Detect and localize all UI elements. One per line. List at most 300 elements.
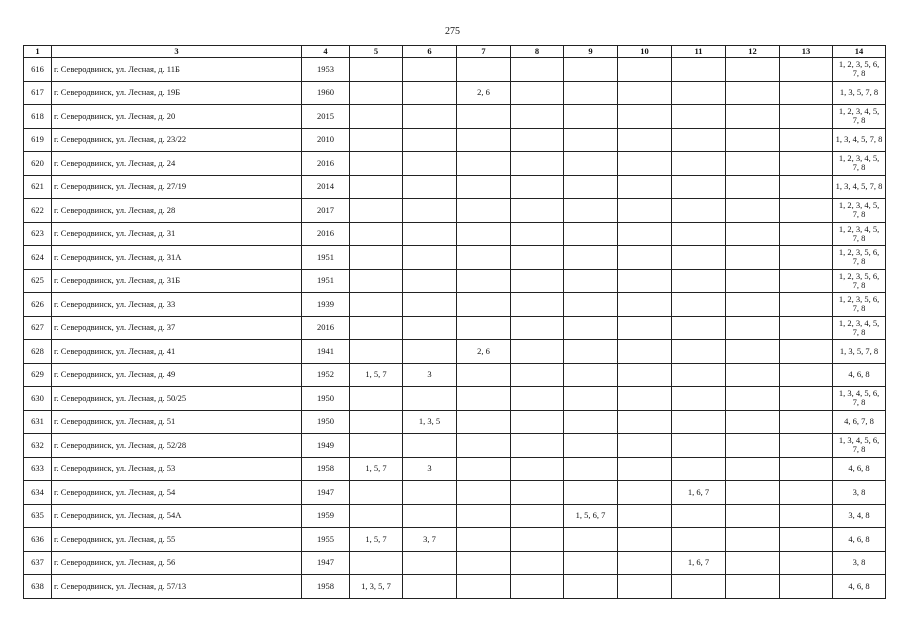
address-cell: г. Северодвинск, ул. Лесная, д. 11Б	[52, 58, 302, 82]
table-cell	[726, 175, 780, 199]
table-cell: 1, 2, 3, 5, 6, 7, 8	[833, 58, 886, 82]
table-cell	[457, 528, 511, 552]
table-cell: 3, 4, 8	[833, 504, 886, 528]
table-row	[24, 152, 886, 176]
year-cell: 1959	[302, 504, 350, 528]
table-cell: 1, 3, 5	[403, 410, 457, 434]
table-cell: 1, 2, 3, 4, 5, 7, 8	[833, 105, 886, 129]
header-row	[24, 46, 886, 58]
year-cell: 1950	[302, 410, 350, 434]
table-cell	[457, 387, 511, 411]
table-cell: 1, 3, 4, 5, 6, 7, 8	[833, 434, 886, 458]
address-cell: г. Северодвинск, ул. Лесная, д. 19Б	[52, 81, 302, 105]
table-row	[24, 481, 886, 505]
table-cell	[350, 58, 403, 82]
table-cell	[618, 58, 672, 82]
table-row	[24, 58, 886, 82]
table-row	[24, 199, 886, 223]
page-number: 275	[445, 26, 460, 37]
table-cell	[618, 246, 672, 270]
table-cell	[457, 128, 511, 152]
table-row	[24, 434, 886, 458]
table-cell: 2, 6	[457, 81, 511, 105]
table-cell	[672, 128, 726, 152]
table-cell	[511, 128, 564, 152]
table-cell	[564, 81, 618, 105]
table-cell	[457, 152, 511, 176]
table-cell: 3, 8	[833, 481, 886, 505]
table-cell	[511, 81, 564, 105]
row-number-cell: 628	[24, 340, 52, 364]
table-cell	[564, 340, 618, 364]
table-cell	[564, 246, 618, 270]
table-cell	[726, 504, 780, 528]
table-cell: 1, 6, 7	[672, 481, 726, 505]
table-cell	[780, 199, 833, 223]
address-cell: г. Северодвинск, ул. Лесная, д. 33	[52, 293, 302, 317]
table-cell	[403, 316, 457, 340]
table-cell	[618, 105, 672, 129]
column-header: 13	[780, 46, 833, 58]
table-cell	[672, 575, 726, 599]
table-cell	[726, 575, 780, 599]
table-cell: 4, 6, 8	[833, 363, 886, 387]
year-cell: 1958	[302, 575, 350, 599]
table-cell	[350, 387, 403, 411]
table-cell	[511, 410, 564, 434]
address-cell: г. Северодвинск, ул. Лесная, д. 53	[52, 457, 302, 481]
table-cell	[350, 269, 403, 293]
table-cell	[780, 457, 833, 481]
year-cell: 1947	[302, 551, 350, 575]
table-cell	[780, 105, 833, 129]
table-cell	[350, 504, 403, 528]
column-header: 3	[52, 46, 302, 58]
table-cell	[672, 81, 726, 105]
table-cell	[564, 316, 618, 340]
address-cell: г. Северодвинск, ул. Лесная, д. 51	[52, 410, 302, 434]
table-cell	[564, 410, 618, 434]
table-cell	[403, 434, 457, 458]
table-cell	[618, 152, 672, 176]
table-cell	[350, 316, 403, 340]
table-row	[24, 293, 886, 317]
table-cell	[780, 410, 833, 434]
table-cell: 1, 3, 4, 5, 6, 7, 8	[833, 387, 886, 411]
row-number-cell: 625	[24, 269, 52, 293]
table-cell	[726, 152, 780, 176]
table-cell	[726, 551, 780, 575]
year-cell: 2017	[302, 199, 350, 223]
table-cell	[350, 128, 403, 152]
table-cell: 1, 2, 3, 4, 5, 7, 8	[833, 199, 886, 223]
table-cell	[564, 481, 618, 505]
year-cell: 1950	[302, 387, 350, 411]
table-row	[24, 128, 886, 152]
table-row	[24, 269, 886, 293]
year-cell: 1955	[302, 528, 350, 552]
table-row	[24, 105, 886, 129]
year-cell: 1951	[302, 269, 350, 293]
table-cell: 1, 2, 3, 4, 5, 7, 8	[833, 222, 886, 246]
table-cell: 4, 6, 8	[833, 528, 886, 552]
table-cell	[672, 105, 726, 129]
table-cell	[564, 199, 618, 223]
row-number-cell: 629	[24, 363, 52, 387]
table-cell	[564, 175, 618, 199]
column-header: 6	[403, 46, 457, 58]
column-header: 1	[24, 46, 52, 58]
row-number-cell: 624	[24, 246, 52, 270]
table-cell	[780, 81, 833, 105]
address-cell: г. Северодвинск, ул. Лесная, д. 27/19	[52, 175, 302, 199]
table-cell	[457, 575, 511, 599]
year-cell: 1953	[302, 58, 350, 82]
year-cell: 1947	[302, 481, 350, 505]
table-cell	[672, 152, 726, 176]
table-cell	[350, 481, 403, 505]
address-cell: г. Северодвинск, ул. Лесная, д. 31Б	[52, 269, 302, 293]
table-cell: 3	[403, 363, 457, 387]
table-cell	[780, 269, 833, 293]
table-cell	[780, 175, 833, 199]
table-cell	[672, 316, 726, 340]
table-cell	[780, 316, 833, 340]
table-cell	[672, 246, 726, 270]
table-cell	[511, 293, 564, 317]
table-cell	[672, 222, 726, 246]
table-cell: 1, 3, 5, 7	[350, 575, 403, 599]
table-cell	[403, 246, 457, 270]
row-number-cell: 627	[24, 316, 52, 340]
table-cell	[350, 222, 403, 246]
table-cell: 3, 8	[833, 551, 886, 575]
row-number-cell: 638	[24, 575, 52, 599]
table-cell	[457, 293, 511, 317]
table-row	[24, 387, 886, 411]
address-cell: г. Северодвинск, ул. Лесная, д. 23/22	[52, 128, 302, 152]
table-cell	[618, 575, 672, 599]
table-cell	[457, 481, 511, 505]
table-cell	[726, 58, 780, 82]
table-cell	[564, 128, 618, 152]
table-cell	[350, 340, 403, 364]
table-row	[24, 410, 886, 434]
row-number-cell: 619	[24, 128, 52, 152]
column-header: 12	[726, 46, 780, 58]
table-cell	[457, 410, 511, 434]
row-number-cell: 632	[24, 434, 52, 458]
table-cell: 1, 2, 3, 5, 6, 7, 8	[833, 293, 886, 317]
table-cell	[457, 199, 511, 223]
table-cell	[726, 363, 780, 387]
table-cell: 1, 5, 7	[350, 457, 403, 481]
table-cell	[403, 175, 457, 199]
table-cell	[457, 269, 511, 293]
table-cell	[457, 58, 511, 82]
table-cell	[564, 363, 618, 387]
table-cell	[403, 105, 457, 129]
table-cell	[726, 316, 780, 340]
table-cell	[511, 152, 564, 176]
row-number-cell: 618	[24, 105, 52, 129]
table-cell	[780, 222, 833, 246]
table-cell	[780, 340, 833, 364]
table-cell: 4, 6, 7, 8	[833, 410, 886, 434]
address-cell: г. Северодвинск, ул. Лесная, д. 41	[52, 340, 302, 364]
row-number-cell: 630	[24, 387, 52, 411]
table-cell: 1, 5, 7	[350, 363, 403, 387]
table-cell	[618, 293, 672, 317]
table-cell	[511, 199, 564, 223]
year-cell: 1941	[302, 340, 350, 364]
table-cell	[403, 551, 457, 575]
table-cell	[780, 58, 833, 82]
table-cell	[457, 222, 511, 246]
table-cell	[726, 457, 780, 481]
address-cell: г. Северодвинск, ул. Лесная, д. 54А	[52, 504, 302, 528]
table-cell	[403, 575, 457, 599]
column-header: 14	[833, 46, 886, 58]
address-cell: г. Северодвинск, ул. Лесная, д. 54	[52, 481, 302, 505]
table-cell	[618, 528, 672, 552]
table-cell	[403, 269, 457, 293]
table-cell	[672, 387, 726, 411]
year-cell: 1952	[302, 363, 350, 387]
table-cell	[511, 575, 564, 599]
address-cell: г. Северодвинск, ул. Лесная, д. 20	[52, 105, 302, 129]
table-cell	[457, 105, 511, 129]
table-cell: 1, 2, 3, 5, 6, 7, 8	[833, 269, 886, 293]
table-cell	[726, 410, 780, 434]
table-cell	[457, 316, 511, 340]
column-header: 4	[302, 46, 350, 58]
table-cell	[618, 81, 672, 105]
table-cell	[726, 481, 780, 505]
table-row	[24, 316, 886, 340]
table-cell	[726, 105, 780, 129]
table-cell	[511, 387, 564, 411]
table-cell	[457, 246, 511, 270]
table-cell	[511, 528, 564, 552]
table-cell	[511, 457, 564, 481]
table-cell	[726, 269, 780, 293]
table-cell	[726, 246, 780, 270]
table-cell	[403, 152, 457, 176]
table-cell	[403, 504, 457, 528]
table-cell	[672, 199, 726, 223]
table-row	[24, 175, 886, 199]
table-cell	[403, 340, 457, 364]
table-cell	[780, 246, 833, 270]
table-cell	[672, 363, 726, 387]
column-header: 10	[618, 46, 672, 58]
table-cell	[780, 387, 833, 411]
table-cell	[618, 340, 672, 364]
table-cell	[618, 316, 672, 340]
table-cell	[618, 434, 672, 458]
address-cell: г. Северодвинск, ул. Лесная, д. 52/28	[52, 434, 302, 458]
table-cell	[618, 363, 672, 387]
table-cell	[564, 105, 618, 129]
address-cell: г. Северодвинск, ул. Лесная, д. 56	[52, 551, 302, 575]
table-cell	[511, 340, 564, 364]
row-number-cell: 631	[24, 410, 52, 434]
table-cell	[511, 504, 564, 528]
table-cell	[511, 316, 564, 340]
year-cell: 2016	[302, 222, 350, 246]
row-number-cell: 622	[24, 199, 52, 223]
table-cell	[457, 363, 511, 387]
row-number-cell: 636	[24, 528, 52, 552]
year-cell: 2014	[302, 175, 350, 199]
table-cell	[618, 269, 672, 293]
table-cell	[564, 152, 618, 176]
table-cell	[564, 387, 618, 411]
table-cell: 1, 2, 3, 4, 5, 7, 8	[833, 152, 886, 176]
column-header: 5	[350, 46, 403, 58]
table-cell	[780, 481, 833, 505]
table-cell	[726, 293, 780, 317]
table-cell	[618, 175, 672, 199]
address-cell: г. Северодвинск, ул. Лесная, д. 31А	[52, 246, 302, 270]
table-cell	[403, 481, 457, 505]
table-row	[24, 340, 886, 364]
address-cell: г. Северодвинск, ул. Лесная, д. 57/13	[52, 575, 302, 599]
table-cell	[672, 269, 726, 293]
table-cell	[350, 410, 403, 434]
table-row	[24, 457, 886, 481]
table-cell: 1, 3, 4, 5, 7, 8	[833, 128, 886, 152]
table-cell	[511, 105, 564, 129]
address-cell: г. Северодвинск, ул. Лесная, д. 28	[52, 199, 302, 223]
table-cell	[618, 410, 672, 434]
year-cell: 1939	[302, 293, 350, 317]
table-cell: 3, 7	[403, 528, 457, 552]
row-number-cell: 637	[24, 551, 52, 575]
address-cell: г. Северодвинск, ул. Лесная, д. 49	[52, 363, 302, 387]
table-cell	[403, 128, 457, 152]
year-cell: 1949	[302, 434, 350, 458]
address-cell: г. Северодвинск, ул. Лесная, д. 37	[52, 316, 302, 340]
table-cell	[511, 363, 564, 387]
table-cell	[403, 387, 457, 411]
table-cell	[726, 387, 780, 411]
table-cell: 4, 6, 8	[833, 457, 886, 481]
table-cell	[564, 575, 618, 599]
year-cell: 2016	[302, 316, 350, 340]
column-header: 9	[564, 46, 618, 58]
table-cell	[726, 222, 780, 246]
table-cell	[726, 199, 780, 223]
table-cell	[780, 152, 833, 176]
column-header: 11	[672, 46, 726, 58]
column-header: 8	[511, 46, 564, 58]
table-cell	[672, 175, 726, 199]
table-cell	[780, 434, 833, 458]
table-cell: 1, 3, 4, 5, 7, 8	[833, 175, 886, 199]
table-cell	[511, 175, 564, 199]
table-cell	[672, 340, 726, 364]
table-cell	[618, 199, 672, 223]
table-cell	[726, 128, 780, 152]
table-cell	[511, 269, 564, 293]
table-cell	[457, 504, 511, 528]
table-cell	[726, 340, 780, 364]
table-cell	[511, 246, 564, 270]
address-cell: г. Северодвинск, ул. Лесная, д. 50/25	[52, 387, 302, 411]
register-table	[23, 45, 886, 599]
year-cell: 2016	[302, 152, 350, 176]
table-row	[24, 81, 886, 105]
table-cell	[350, 551, 403, 575]
year-cell: 1951	[302, 246, 350, 270]
table-cell	[350, 246, 403, 270]
table-cell	[564, 269, 618, 293]
table-cell	[564, 222, 618, 246]
table-cell	[457, 434, 511, 458]
table-cell	[672, 504, 726, 528]
column-header: 7	[457, 46, 511, 58]
table-cell: 1, 2, 3, 4, 5, 7, 8	[833, 316, 886, 340]
row-number-cell: 617	[24, 81, 52, 105]
table-cell	[350, 175, 403, 199]
year-cell: 2010	[302, 128, 350, 152]
year-cell: 2015	[302, 105, 350, 129]
table-row	[24, 246, 886, 270]
table-cell	[618, 387, 672, 411]
table-cell	[780, 575, 833, 599]
row-number-cell: 620	[24, 152, 52, 176]
table-cell: 1, 6, 7	[672, 551, 726, 575]
table-cell	[780, 128, 833, 152]
table-cell	[564, 528, 618, 552]
table-cell	[672, 293, 726, 317]
table-cell	[726, 528, 780, 552]
row-number-cell: 616	[24, 58, 52, 82]
table-cell	[457, 175, 511, 199]
table-cell	[350, 81, 403, 105]
table-cell	[726, 434, 780, 458]
table-cell	[564, 551, 618, 575]
table-cell: 1, 2, 3, 5, 6, 7, 8	[833, 246, 886, 270]
table-cell	[726, 81, 780, 105]
table-cell	[511, 58, 564, 82]
table-cell	[457, 457, 511, 481]
table-body	[24, 58, 886, 599]
table-cell	[403, 81, 457, 105]
table-cell: 1, 3, 5, 7, 8	[833, 81, 886, 105]
table-cell	[618, 481, 672, 505]
address-cell: г. Северодвинск, ул. Лесная, д. 24	[52, 152, 302, 176]
table-cell	[511, 434, 564, 458]
table-cell	[350, 199, 403, 223]
table-cell	[672, 410, 726, 434]
table-cell	[403, 58, 457, 82]
row-number-cell: 634	[24, 481, 52, 505]
row-number-cell: 633	[24, 457, 52, 481]
table-row	[24, 504, 886, 528]
table-cell	[780, 504, 833, 528]
table-cell	[350, 105, 403, 129]
table-cell	[618, 551, 672, 575]
table-cell	[672, 434, 726, 458]
table-cell: 4, 6, 8	[833, 575, 886, 599]
table-cell: 1, 3, 5, 7, 8	[833, 340, 886, 364]
table-row	[24, 575, 886, 599]
row-number-cell: 635	[24, 504, 52, 528]
table-cell	[780, 528, 833, 552]
